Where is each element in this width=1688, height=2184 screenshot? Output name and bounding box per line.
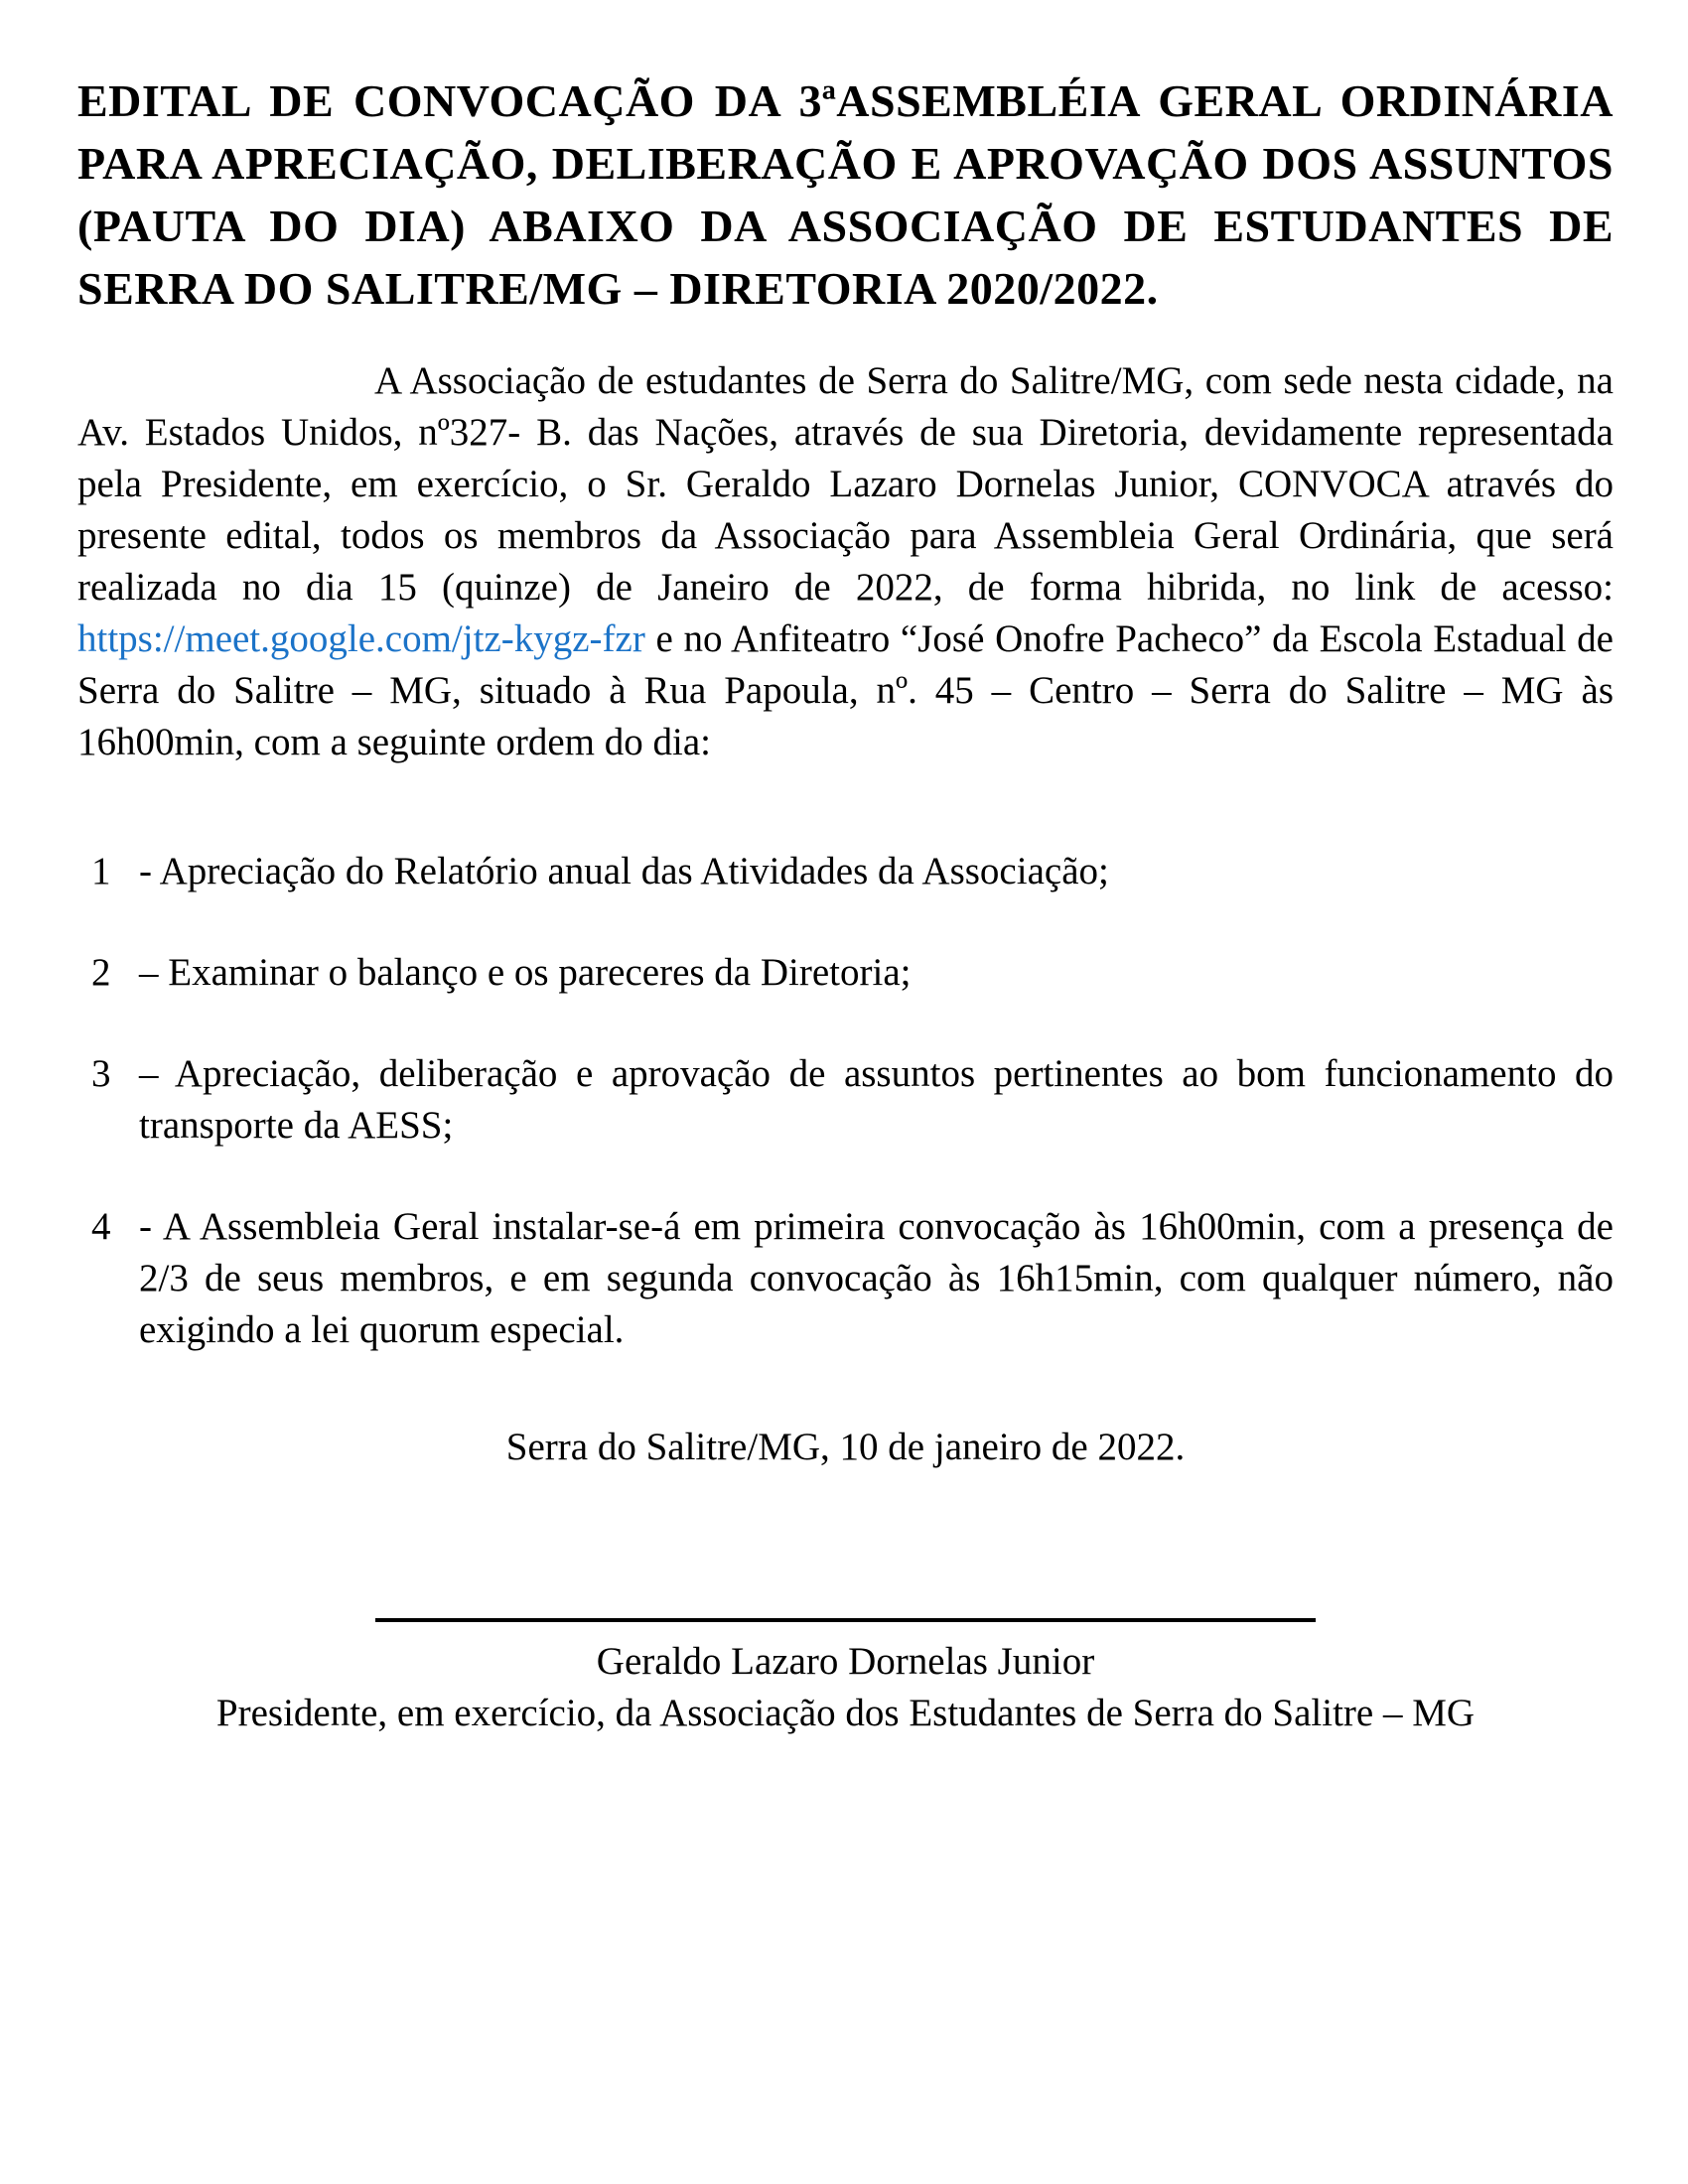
agenda-item-4-text: - A Assembleia Geral instalar-se-á em primeira convocação às 16h00min, com a presença de 2/3 de seus membros, e em segunda convocação às 16h15min, com qualquer número, não exigindo a lei quorum especial. (139, 1205, 1614, 1351)
signature-line (375, 1618, 1316, 1622)
agenda-item-1 (91, 846, 1614, 897)
agenda-item-1-text: - Apreciação do Relatório anual das Atividades da Associação; (139, 850, 1109, 892)
meet-google-link[interactable]: https://meet.google.com/jtz-kygz-fzr (77, 617, 645, 660)
intro-paragraph (77, 355, 1614, 768)
agenda-item-1-number: 1 (91, 850, 111, 892)
agenda-list (77, 846, 1614, 1356)
signature-block (77, 1618, 1614, 1739)
agenda-item-4 (91, 1201, 1614, 1356)
signatory-role: Presidente, em exercício, da Associação dos Estudantes de Serra do Salitre – MG (215, 1692, 1476, 1734)
agenda-item-2-text: – Examinar o balanço e os pareceres da Diretoria; (139, 951, 912, 994)
agenda-item-4-number: 4 (91, 1205, 111, 1248)
agenda-item-3-text: – Apreciação, deliberação e aprovação de assuntos pertinentes ao bom funcionamento do transporte da AESS; (139, 1052, 1614, 1147)
agenda-item-2 (91, 947, 1614, 999)
document-title: EDITAL DE CONVOCAÇÃO DA 3ªASSEMBLÉIA GERAL ORDINÁRIA PARA APRECIAÇÃO, DELIBERAÇÃO E APROVAÇÃO DOS ASSUNTOS (PAUTA DO DIA) ABAIXO DA ASSOCIAÇÃO DE ESTUDANTES DE SERRA DO SALITRE/MG – DIRETORIA 2020/2022. (77, 75, 1614, 314)
intro-text-before-link: A Associação de estudantes de Serra do Salitre/MG, com sede nesta cidade, na Av. Estados Unidos, nº327- B. das Nações, através de sua Diretoria, devidamente representada pela Presidente, em exercício, o Sr. Geraldo Lazaro Dornelas Junior, CONVOCA através do presente edital, todos os membros da Associação para Assembleia Geral Ordinária, que será realizada no dia 15 (quinze) de Janeiro de 2022, de forma hibrida, no link de acesso: (77, 359, 1614, 609)
intro-text-after-link: e no Anfiteatro “José Onofre Pacheco” da Escola Estadual de Serra do Salitre – MG, situado à Rua Papoula, nº. 45 – Centro – Serra do Salitre – MG às 16h00min, com a seguinte ordem do dia: (77, 617, 1614, 763)
agenda-item-2-number: 2 (91, 951, 111, 994)
agenda-item-3 (91, 1048, 1614, 1152)
date-line: Serra do Salitre/MG, 10 de janeiro de 2022. (505, 1426, 1186, 1468)
signatory-name: Geraldo Lazaro Dornelas Junior (596, 1640, 1095, 1683)
agenda-item-3-number: 3 (91, 1052, 111, 1095)
